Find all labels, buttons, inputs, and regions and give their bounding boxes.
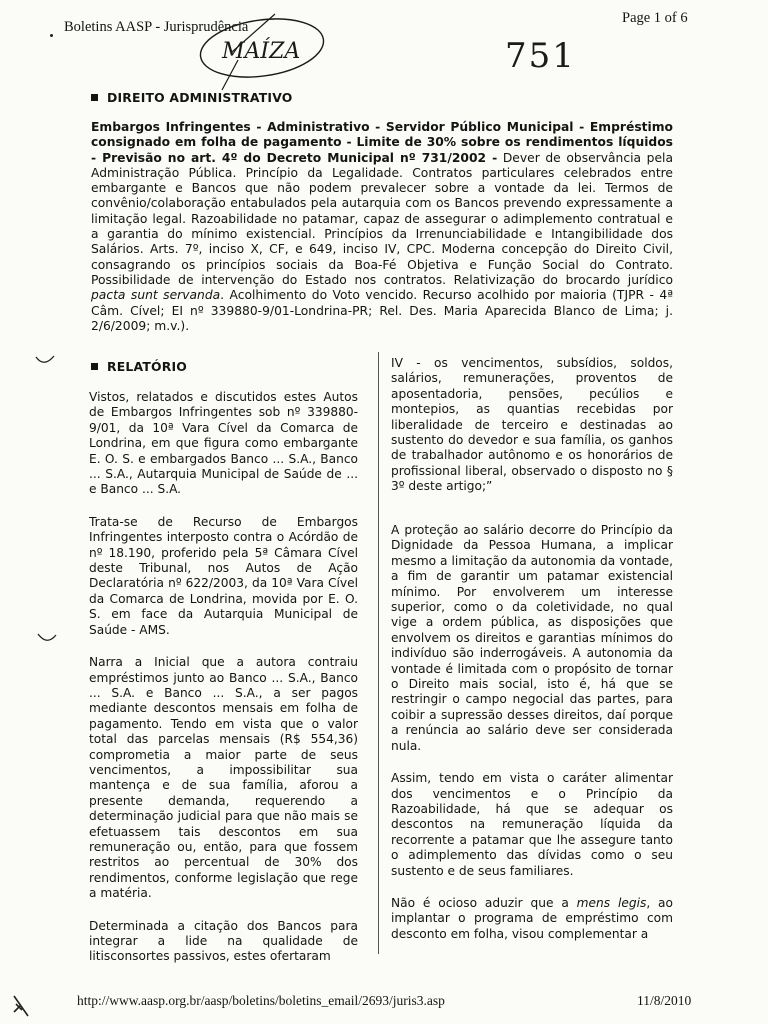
- paragraph-text: , ao implantar o programa de empréstimo com desconto em folha, visou complementar a: [391, 895, 673, 941]
- paragraph: [391, 896, 673, 942]
- corner-scan-mark: [10, 994, 32, 1020]
- paragraph: Vistos, relatados e discutidos estes Autos de Embargos Infringentes sob nº 339880-9/01, da 10ª Vara Cível da Comarca de Londrina, em que figura como embargante E. O. S. e embargados Banco ... S.A., Banco ... S.A., Autarquia Municipal de Saúde de ... e Banco ... S.A.: [89, 390, 358, 497]
- handwritten-number: 751: [505, 36, 576, 76]
- bullet-icon: [91, 94, 98, 101]
- margin-check-mark: [34, 354, 56, 368]
- ementa: [91, 120, 673, 334]
- paragraph: Trata-se de Recurso de Embargos Infringentes interposto contra o Acórdão de nº 18.190, proferido pela 5ª Câmara Cível deste Tribunal, nos Autos de Ação Declaratória nº 622/2003, da 10ª Vara Cível da Comarca de Londrina, movida por E. O. S. em face da Autarquia Municipal de Saúde - AMS.: [89, 514, 358, 637]
- section-heading: [91, 90, 293, 105]
- bullet-icon: [91, 363, 98, 370]
- paragraph: Narra a Inicial que a autora contraiu empréstimos junto ao Banco ... S.A., Banco ... S.A. e Banco ... S.A., a ser pagos mediante descontos mensais em folha de pagamento. Tendo em vista que o valor total das parcelas mensais (R$ 554,36) comprometia a maior parte de seus vencimentos, a impossibilitar sua mantença e de sua família, aforou a presente demanda, requerendo a determinação judicial para que não mais se efetuassem tais descontos em sua remuneração ou, então, para que fossem restritos ao percentual de 30% dos rendimentos, conforme legislação que rege a matéria.: [89, 655, 358, 901]
- relatorio-heading: [91, 359, 187, 374]
- header-title: Boletins AASP - Jurisprudência: [64, 19, 249, 35]
- footer-url[interactable]: http://www.aasp.org.br/aasp/boletins/boletins_email/2693/juris3.asp: [77, 993, 445, 1008]
- stamp-text: MAÍZA: [222, 39, 301, 64]
- ementa-citation: . Acolhimento do Voto vencido. Recurso acolhido por maioria (TJPR - 4ª Câm. Cível; EI nº 339880-9/01-Londrina-PR; Rel. Des. Maria Aparecida Blanco de Lima; j. 2/6/2009; m.v.).: [91, 288, 673, 333]
- paragraph-italic: mens legis: [576, 895, 647, 910]
- right-column: [391, 523, 673, 959]
- relatorio-title: RELATÓRIO: [107, 359, 187, 374]
- paragraph: Determinada a citação dos Bancos para integrar a lide na qualidade de litisconsortes passivos, estes ofertaram: [89, 918, 358, 964]
- page-indicator: Page 1 of 6: [622, 10, 688, 26]
- ementa-bold: Embargos Infringentes - Administrativo - Servidor Público Municipal - Empréstimo consignado em folha de pagamento - Limite de 30% sobre os rendimentos líquidos - Previsão no art. 4º do Decreto Municipal nº 731/2002 -: [91, 120, 673, 165]
- left-column: [89, 390, 358, 982]
- paragraph-text: Não é ocioso aduzir que a: [391, 895, 577, 910]
- ementa-body: Dever de observância pela Administração Pública. Princípio da Legalidade. Contratos particulares celebrados entre embargante e Bancos que não podem prevalecer sobre a vontade da lei. Termos de convênio/colaboração entabulados pela autarquia com os Bancos prevendo expressamente a limitação legal. Razoabilidade no patamar, capaz de assegurar o adimplemento contratual e a garantia do mínimo existencial. Princípios da Irrenunciabilidade e Intangibilidade dos Salários. Arts. 7º, inciso X, CF, e 649, inciso IV, CPC. Moderna concepção do Direito Civil, consagrando os princípios sociais da Boa-Fé Objetiva e Função Social do Contrato. Possibilidade de intervenção do Estado nos contratos. Relativização do brocardo jurídico: [91, 150, 673, 287]
- margin-check-mark: [36, 632, 58, 646]
- paragraph: Assim, tendo em vista o caráter alimentar dos vencimentos e o Princípio da Razoabilidade, há que se adequar os descontos na remuneração líquida da recorrente a patamar que lhe assegure tanto o adimplemento das dívidas como o seu sustento e de seus familiares.: [391, 771, 673, 878]
- right-column-quote: [391, 356, 673, 512]
- paragraph: IV - os vencimentos, subsídios, soldos, salários, remunerações, proventos de aposentadoria, pensões, pecúlios e montepios, as quantias recebidas por liberalidade de terceiro e destinadas ao sustento do devedor e sua família, os ganhos de trabalhador autônomo e os honorários de profissional liberal, observado o disposto no § 3º deste artigo;”: [391, 356, 673, 494]
- section-title: DIREITO ADMINISTRATIVO: [107, 90, 293, 105]
- footer-date: 11/8/2010: [637, 993, 692, 1008]
- column-divider: [378, 352, 379, 954]
- paragraph: A proteção ao salário decorre do Princípio da Dignidade da Pessoa Humana, a implicar mesmo a limitação da autonomia da vontade, a fim de garantir um patamar existencial mínimo. Por envolverem um interesse superior, como o da coletividade, no qual vige a ordem pública, as disposições que envolvem os direitos e garantias mínimos do indivíduo são inderrogáveis. A autonomia da vontade é limitada com o propósito de tornar o Direito mais social, isto é, há que se restringir o campo negocial das partes, para coibir a supressão desses direitos, daí porque a renúncia ao salário deve ser considerada nula.: [391, 523, 673, 753]
- ementa-italic: pacta sunt servanda: [91, 288, 221, 303]
